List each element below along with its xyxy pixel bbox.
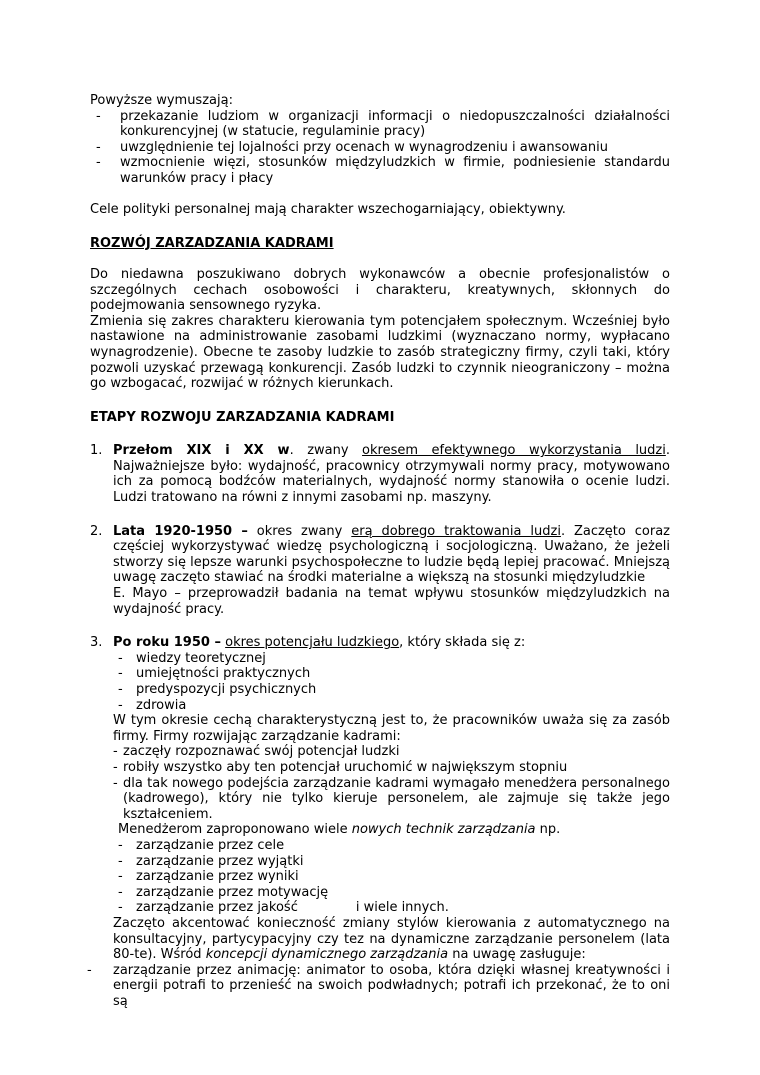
stage-description: . Najważniejsze było: wydajność, pracownicy otrzymywali normy pracy, motywowano ich za pomocą bodźców materialnych, wydajność normy stanowiła o ocenie ludzi. Ludzi tratowano na równi z innymi zasobami np. maszyny.	[113, 443, 670, 506]
list-item-text: zarządzanie przez animację: animator to osoba, która dzięki własnej kreatywności i energii potrafi to przenieść na swoich podwładnych; potrafi ich przekonać, że to oni są	[113, 962, 670, 1009]
list-item-text: dla tak nowego podejścia zarządzanie kadrami wymagało menedżera personalnego (kadrowego), który nie tylko kieruje personelem, ale zajmuje się także jego kształceniem.	[123, 775, 670, 822]
bullet-dash: -	[118, 853, 123, 869]
list-item-text: zarządzanie przez wyjątki	[136, 853, 304, 869]
list-item	[113, 760, 670, 776]
bullet-dash: -	[113, 775, 118, 791]
stage-term: okresem efektywnego wykorzystania ludzi	[362, 443, 666, 459]
list-item-text: zarządzanie przez cele	[136, 837, 285, 853]
document-page	[87, 93, 670, 1009]
list-item-text: zarządzanie przez motywację	[136, 884, 329, 900]
firm-paragraph: W tym okresie cechą charakterystyczną jest to, że pracowników uważa się za zasób firmy. Firmy rozwijając zarządzanie kadrami:	[113, 713, 670, 744]
goals-text: Cele polityki personalnej mają charakter wszechogarniający, obiektywny.	[90, 202, 566, 218]
mayo-note: E. Mayo – przeprowadził badania na temat wpływu stosunków międzyludzkich na wydajność pracy.	[113, 586, 670, 617]
final-text: Zaczęto akcentować konieczność zmiany stylów kierowania z automatycznego na konsultacyjny, partycypacyjny czy tez na dynamiczne zarządzanie personelem (lata 80-te). Wśród	[113, 915, 670, 963]
paragraph-strategic-resource: Zmienia się zakres charakteru kierowania tym potencjałem społecznym. Wcześniej było nastawione na administrowanie zasobami ludzkimi (wyznaczano normy, wypłacano wynagrodzenie). Obecne te zasoby ludzkie to zasób strategiczny firmy, czyli taki, który pozwoli uzyskać przewagą konkurencji. Zasób ludzki to czynnik nieograniczony – można go wzbogacać, rozwijać w różnych kierunkach.	[90, 313, 670, 392]
bullet-dash: -	[113, 759, 118, 775]
bullet-dash: -	[96, 155, 101, 171]
stage-text: okres zwany	[247, 523, 352, 539]
list-item-text: zaczęły rozpoznawać swój potencjał ludzki	[123, 744, 400, 760]
list-item	[113, 900, 670, 916]
list-item	[113, 651, 670, 667]
stage-text: zwany	[293, 443, 363, 459]
stage-dash: –	[232, 523, 248, 539]
list-item	[113, 682, 670, 698]
stage-title: Po roku 1950	[113, 635, 210, 651]
list-item-text: predyspozycji psychicznych	[136, 682, 317, 697]
list-item-text: robiły wszystko aby ten potencjał uruchomić w największym stopniu	[123, 759, 568, 775]
section-heading-development: ROZWÓJ ZARZADZANIA KADRAMI	[90, 235, 334, 251]
stage-title: Przełom XIX i XX w	[113, 443, 290, 459]
list-item-text: wzmocnienie więzi, stosunków międzyludzkich w firmie, podniesienie standardu warunków pracy i płacy	[120, 155, 670, 186]
list-item	[113, 854, 670, 870]
stage-2	[90, 524, 670, 618]
components-list	[113, 651, 670, 713]
stage-number: 3.	[90, 635, 103, 651]
bullet-dash: -	[118, 900, 123, 916]
bullet-dash: -	[118, 869, 123, 885]
intro-list	[90, 109, 670, 187]
stage-dash: –	[209, 635, 221, 651]
techniques-tail: i wiele innych.	[355, 900, 449, 916]
stage-description: . Zaczęto coraz częściej wykorzystywać wiedzę psychologiczną i socjologiczną. Uważano, że jeżeli stworzy się lepsze warunki psychospołeczne to ludzie będą lepiej pracować. Mniejszą uwagę zaczęto stawiać na środki materialne a większą na stosunki międzyludzkie	[113, 523, 670, 586]
list-item	[113, 776, 670, 823]
list-item-text: zarządzanie przez jakość	[136, 900, 298, 916]
stage-term: erą dobrego traktowania ludzi	[351, 523, 561, 539]
stage-number: 2.	[90, 523, 103, 539]
stage-dot: .	[289, 443, 294, 459]
intro-text: Powyższe wymuszają:	[90, 93, 233, 108]
list-item-text: umiejętności praktycznych	[136, 666, 311, 682]
bullet-dash: -	[118, 650, 123, 666]
bullet-dash: -	[87, 962, 92, 978]
stage-description: , który składa się z:	[399, 635, 526, 651]
list-item-text: uwzględnienie tej lojalności przy ocenach w wynagrodzeniu i awansowaniu	[120, 139, 608, 155]
stage-3	[90, 635, 670, 962]
managers-emphasis: nowych technik zarządzania	[351, 822, 536, 838]
list-item-text: wiedzy teoretycznej	[136, 650, 266, 666]
final-suffix: na uwagę zasługuje:	[448, 947, 586, 963]
managers-line	[113, 822, 670, 838]
list-item	[113, 744, 670, 760]
final-emphasis: koncepcji dynamicznego zarządzania	[205, 947, 449, 963]
managers-text: Menedżerom zaproponowano wiele	[118, 822, 352, 838]
bullet-dash: -	[118, 666, 123, 682]
paragraph-professionals: Do niedawna poszukiwano dobrych wykonawców a obecnie profesjonalistów o szczególnych cechach osobowości i charakteru, kreatywnych, skłonnych do podejmowania sensownego ryzyka.	[90, 266, 670, 314]
bullet-dash: -	[96, 108, 101, 124]
list-item	[113, 698, 670, 714]
firm-actions-list	[113, 744, 670, 822]
techniques-list	[113, 838, 670, 916]
list-item	[90, 109, 670, 140]
list-item	[113, 666, 670, 682]
bullet-dash: -	[113, 744, 118, 760]
bullet-dash: -	[118, 837, 123, 853]
bullet-dash: -	[96, 139, 101, 155]
list-item-text: zarządzanie przez wyniki	[136, 869, 299, 885]
stage-number: 1.	[90, 443, 103, 459]
list-item	[113, 885, 670, 901]
list-item-animation	[87, 963, 670, 1010]
stage-1	[90, 443, 670, 505]
list-item	[90, 155, 670, 186]
section-heading-stages: ETAPY ROZWOJU ZARZADZANIA KADRAMI	[90, 409, 395, 425]
bullet-dash: -	[118, 697, 123, 713]
managers-suffix: np.	[535, 822, 561, 838]
bullet-dash: -	[118, 884, 123, 900]
list-item-text: zdrowia	[136, 697, 187, 713]
list-item	[113, 869, 670, 885]
list-item-text: przekazanie ludziom w organizacji informacji o niedopuszczalności działalności konkurencyjnej (w statucie, regulaminie pracy)	[120, 108, 670, 140]
final-paragraph	[113, 916, 670, 963]
list-item	[113, 838, 670, 854]
stage-term: okres potencjału ludzkiego	[225, 635, 400, 651]
bullet-dash: -	[118, 682, 123, 697]
stage-title: Lata 1920-1950	[113, 523, 233, 539]
list-item	[90, 140, 670, 156]
